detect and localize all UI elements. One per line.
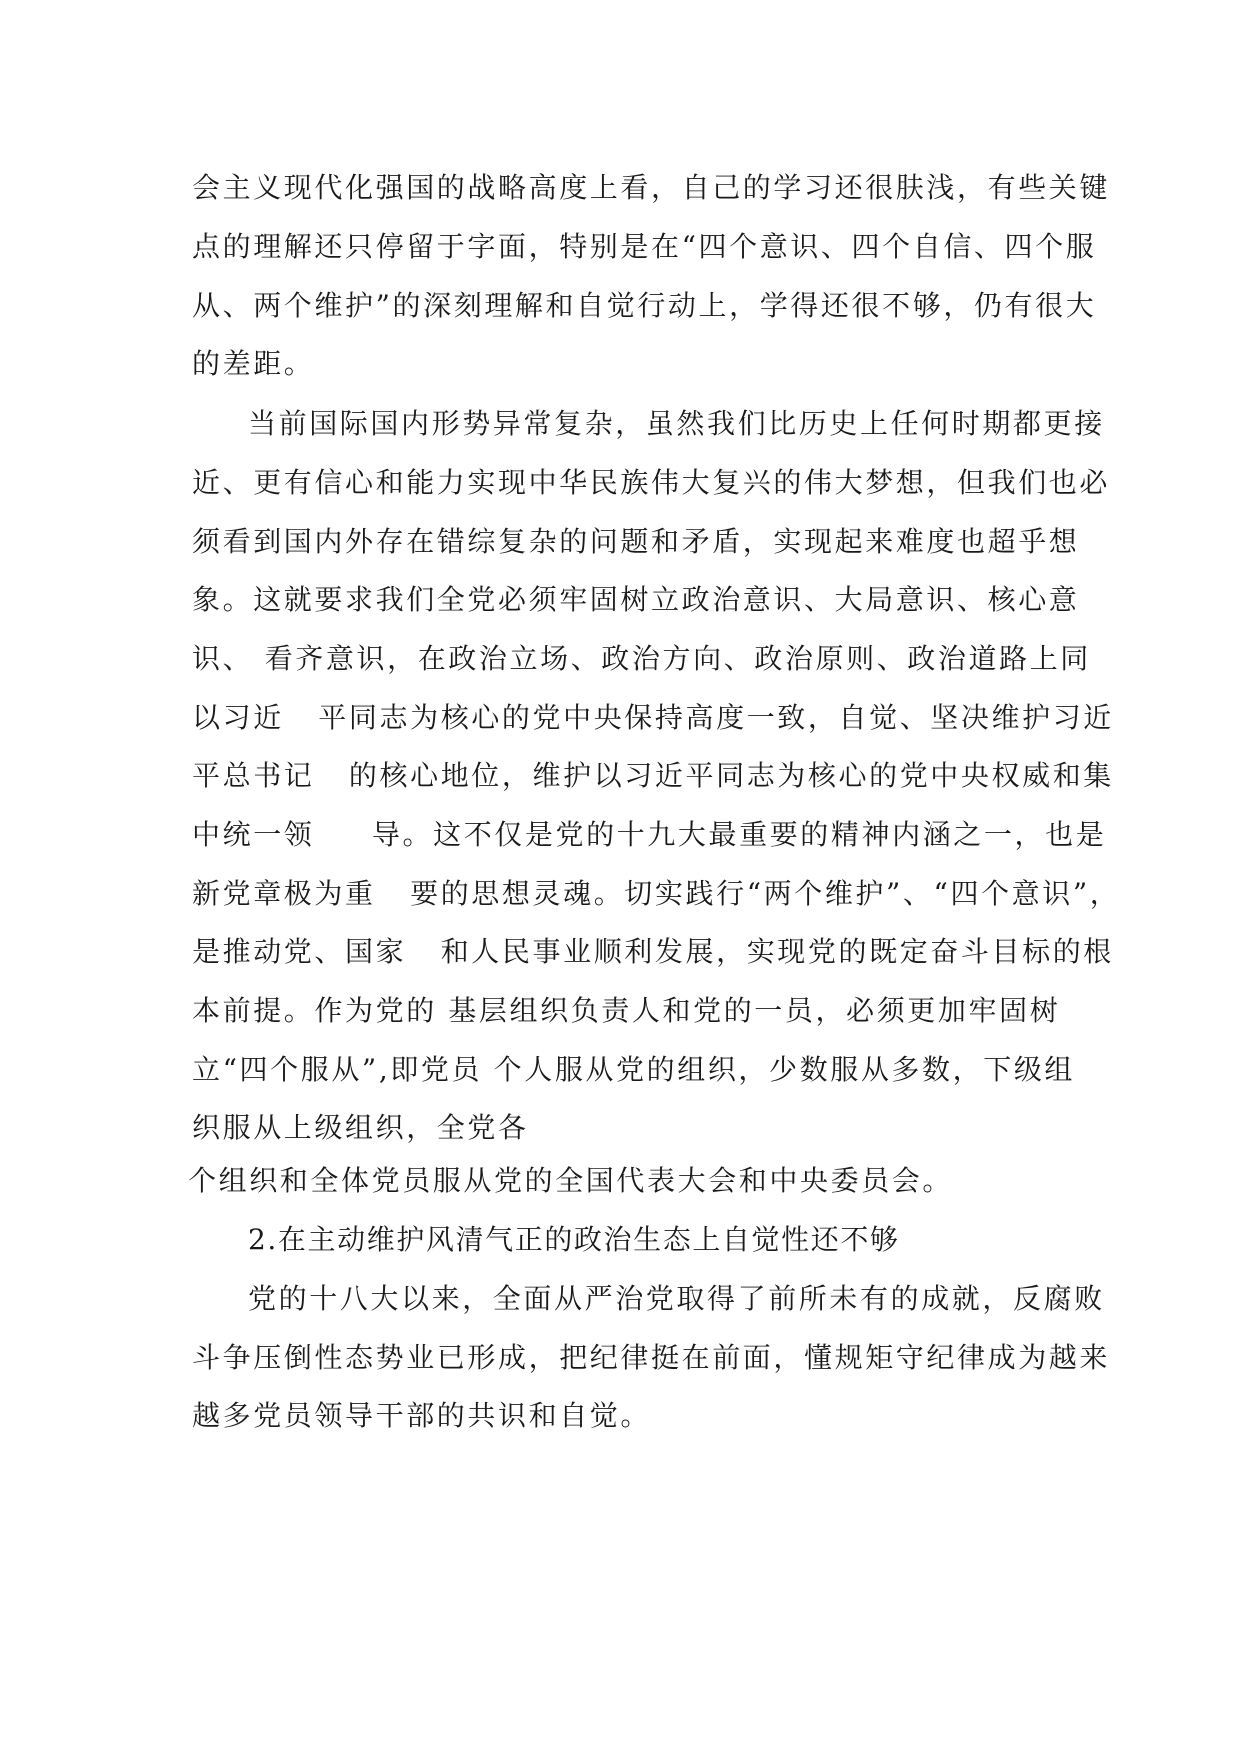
paragraph-1-line-1: 会主义现代化强国的战略高度上看，自己的学习还很肤浅，有些关键 <box>192 171 1111 204</box>
paragraph-2-line-10: 是推动党、国家 和人民事业顺利发展，实现党的既定奋斗目标的根 <box>192 935 1114 968</box>
paragraph-2-line-8: 中统一领 导。这不仅是党的十九大最重要的精神内涵之一，也是 <box>192 818 1107 851</box>
paragraph-2-line-7: 平总书记 的核心地位，维护以习近平同志为核心的党中央权威和集 <box>192 759 1114 792</box>
paragraph-2-line-4: 象。这就要求我们全党必须牢固树立政治意识、大局意识、核心意 <box>192 583 1080 616</box>
paragraph-2-line-9: 新党章极为重 要的思想灵魂。切实践行“两个维护”、“四个意识”， <box>192 877 1121 910</box>
paragraph-1-line-2: 点的理解还只停留于字面，特别是在“四个意识、四个自信、四个服 <box>192 230 1097 263</box>
paragraph-2-line-2: 近、更有信心和能力实现中华民族伟大复兴的伟大梦想，但我们也必 <box>192 466 1111 499</box>
paragraph-2-line-6: 以习近 平同志为核心的党中央保持高度一致，自觉、坚决维护习近 <box>192 701 1114 734</box>
paragraph-2-line-14: 个组织和全体党员服从党的全国代表大会和中央委员会。 <box>188 1164 954 1197</box>
paragraph-3-line-2: 斗争压倒性态势业已形成，把纪律挺在前面，懂规矩守纪律成为越来 <box>192 1341 1111 1374</box>
paragraph-1-line-3: 从、两个维护”的深刻理解和自觉行动上，学得还很不够，仍有很大 <box>192 289 1097 322</box>
paragraph-2-line-11: 本前提。作为党的 基层组织负责人和党的一员，必须更加牢固树 <box>192 994 1061 1027</box>
paragraph-2-line-1: 当前国际国内形势异常复杂，虽然我们比历史上任何时期都更接 <box>248 407 1105 440</box>
paragraph-1-line-4: 的差距。 <box>192 347 315 380</box>
paragraph-2-line-12: 立“四个服从”,即党员 个人服从党的组织，少数服从多数，下级组 <box>192 1053 1076 1086</box>
paragraph-3-line-3: 越多党员领导干部的共识和自觉。 <box>192 1399 652 1432</box>
paragraph-3-line-1: 党的十八大以来，全面从严治党取得了前所未有的成就，反腐败 <box>248 1282 1105 1315</box>
paragraph-2-line-13: 织服从上级组织，全党各 <box>192 1111 529 1144</box>
paragraph-2-line-3: 须看到国内外存在错综复杂的问题和矛盾，实现起来难度也超乎想 <box>192 525 1080 558</box>
section-heading: 2.在主动维护风清气正的政治生态上自觉性还不够 <box>248 1223 900 1256</box>
paragraph-2-line-5: 识、 看齐意识，在政治立场、政治方向、政治原则、政治道路上同 <box>192 642 1091 675</box>
